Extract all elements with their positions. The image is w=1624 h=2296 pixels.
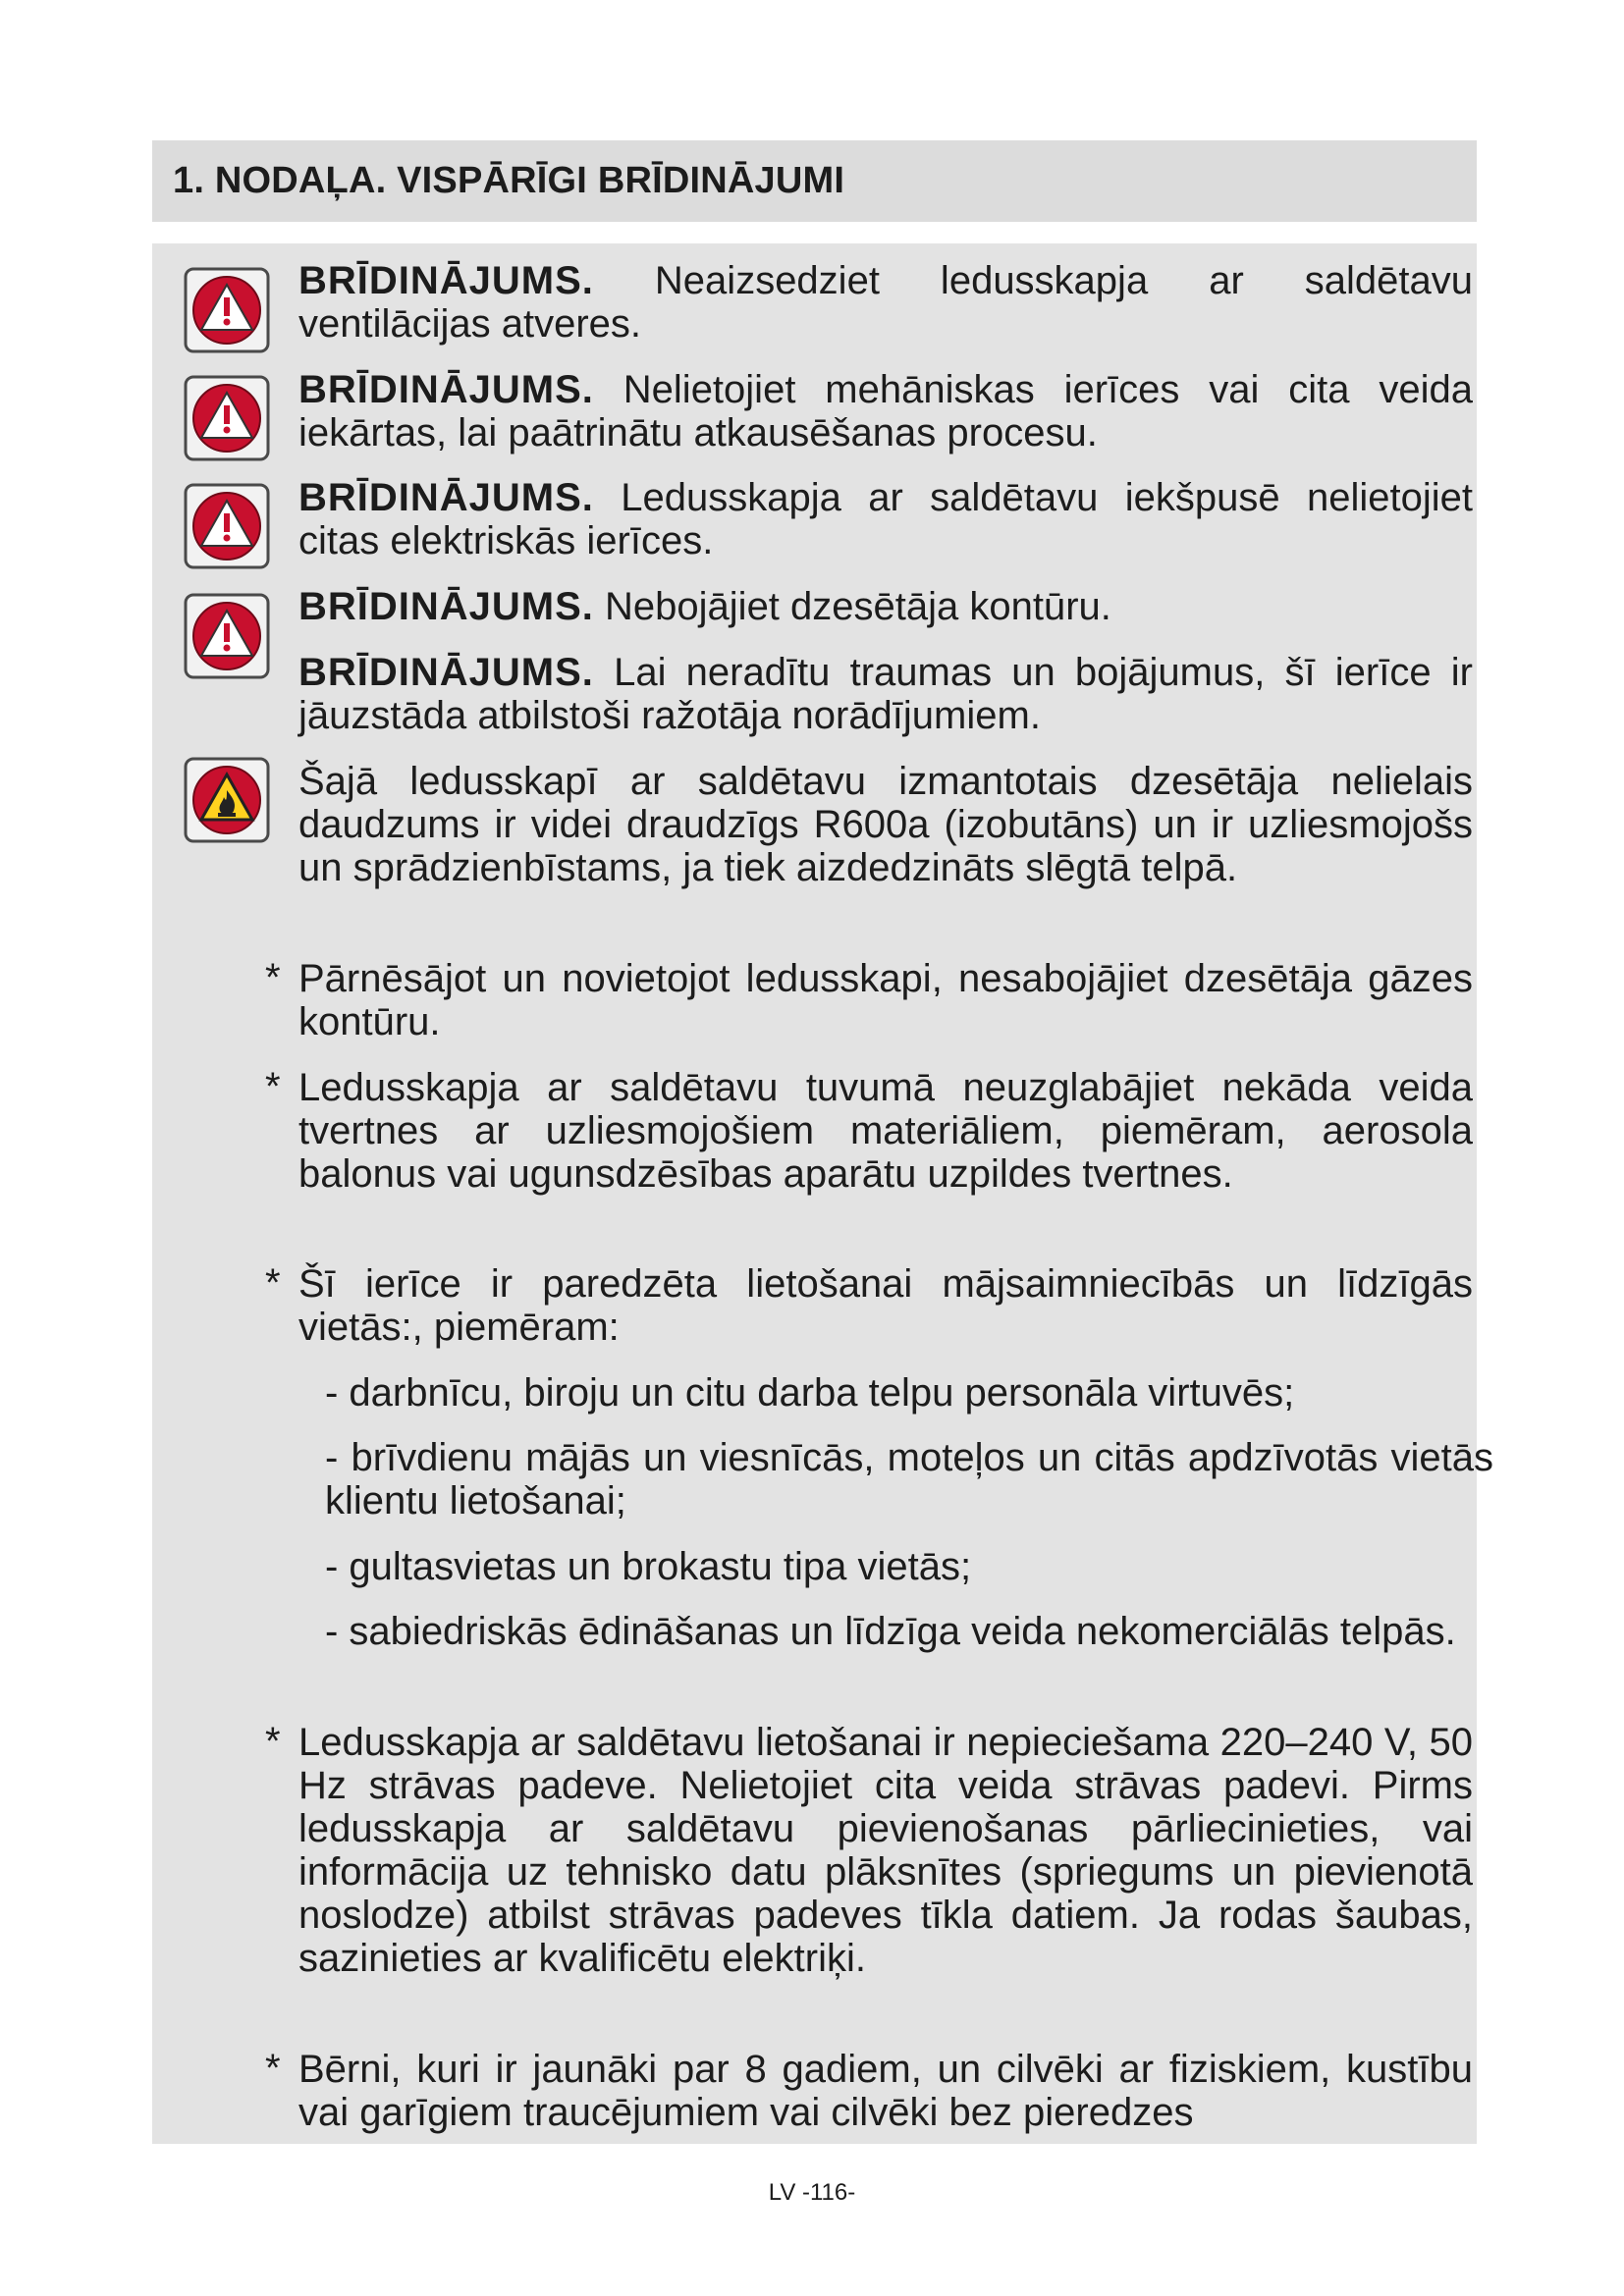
warning-exclamation-icon [184,593,270,679]
warning-2-paragraph [298,368,1473,454]
warning-label: BRĪDINĀJUMS. [298,259,594,302]
warning-label: BRĪDINĀJUMS. [298,651,594,694]
warning-label: BRĪDINĀJUMS. [298,368,594,411]
bullet-marker: * [265,1065,281,1108]
warning-text: Nebojājiet dzesētāja kontūru. [605,585,1111,628]
warning-3-paragraph [298,476,1473,562]
warning-text: Ledusskapja ar saldētavu iekšpusē nelietojiet citas elektriskās ierīces. [298,476,1474,562]
chapter-header [152,140,1477,222]
chapter-title: 1. NODAĻA. VISPĀRĪGI BRĪDINĀJUMI [173,160,845,201]
bullet-1-paragraph: Pārnēsājot un novietojot ledusskapi, nesabojājiet dzesētāja gāzes kontūru. [298,957,1473,1043]
flammable-note-paragraph: Šajā ledusskapī ar saldētavu izmantotais dzesētāja nelielais daudzums ir videi draudzīgs R600a (izobutāns) un ir uzliesmojošs un sprādzienbīstams, ja tiek aizdedzināts slēgtā telpā. [298,760,1473,889]
sub-item: - darbnīcu, biroju un citu darba telpu personāla virtuvēs; [325,1371,1295,1415]
warning-exclamation-icon [184,267,270,353]
warning-text: Neaizsedziet ledusskapja ar saldētavu ventilācijas atveres. [298,259,1473,346]
bullet-marker: * [265,956,281,999]
bullet-marker: * [265,1261,281,1305]
warning-5-paragraph [298,651,1473,737]
bullet-2-paragraph: Ledusskapja ar saldētavu tuvumā neuzglabājiet nekāda veida tvertnes ar uzliesmojošiem materiāliem, piemēram, aerosola balonus vai ugunsdzēsības aparātu uzpildes tvertnes. [298,1066,1473,1196]
warning-label: BRĪDINĀJUMS. [298,585,594,628]
bullet-4-paragraph: Ledusskapja ar saldētavu lietošanai ir nepieciešama 220–240 V, 50 Hz strāvas padeve. Nelietojiet cita veida strāvas padevi. Pirms ledusskapja ar saldētavu pievienošanas pārliecinieties, vai informācija uz tehnisko datu plāksnītes (spriegums un pievienotā noslodze) atbilst strāvas padeves tīkla datiem. Ja rodas šaubas, sazinieties ar kvalificētu elektriķi. [298,1721,1473,1980]
sub-item: - gultasvietas un brokastu tipa vietās; [325,1545,972,1588]
warning-text: Nelietojiet mehāniskas ierīces vai cita veida iekārtas, lai paātrinātu atkausēšanas procesu. [298,368,1473,454]
warning-text: Lai neradītu traumas un bojājumus, šī ierīce ir jāuzstāda atbilstoši ražotāja norādījumiem. [298,651,1473,737]
sub-item: - brīvdienu mājās un viesnīcās, moteļos un citās apdzīvotās vietās klientu lietošanai; [325,1436,1493,1522]
bullet-marker: * [265,1720,281,1763]
warning-exclamation-icon [184,483,270,569]
warning-exclamation-icon [184,375,270,461]
bullet-3-paragraph: Šī ierīce ir paredzēta lietošanai mājsaimniecībās un līdzīgās vietās:, piemēram: [298,1262,1473,1349]
page-number: LV -116- [768,2179,856,2206]
warning-label: BRĪDINĀJUMS. [298,476,594,519]
warning-4-paragraph [298,585,1473,628]
bullet-marker: * [265,2047,281,2090]
sub-item: - sabiedriskās ēdināšanas un līdzīga veida nekomerciālās telpās. [325,1610,1456,1653]
bullet-5-paragraph: Bērni, kuri ir jaunāki par 8 gadiem, un cilvēki ar fiziskiem, kustību vai garīgiem traucējumiem vai cilvēki bez pieredzes [298,2048,1473,2134]
warning-1-paragraph [298,259,1473,346]
flammable-warning-icon [184,757,270,843]
